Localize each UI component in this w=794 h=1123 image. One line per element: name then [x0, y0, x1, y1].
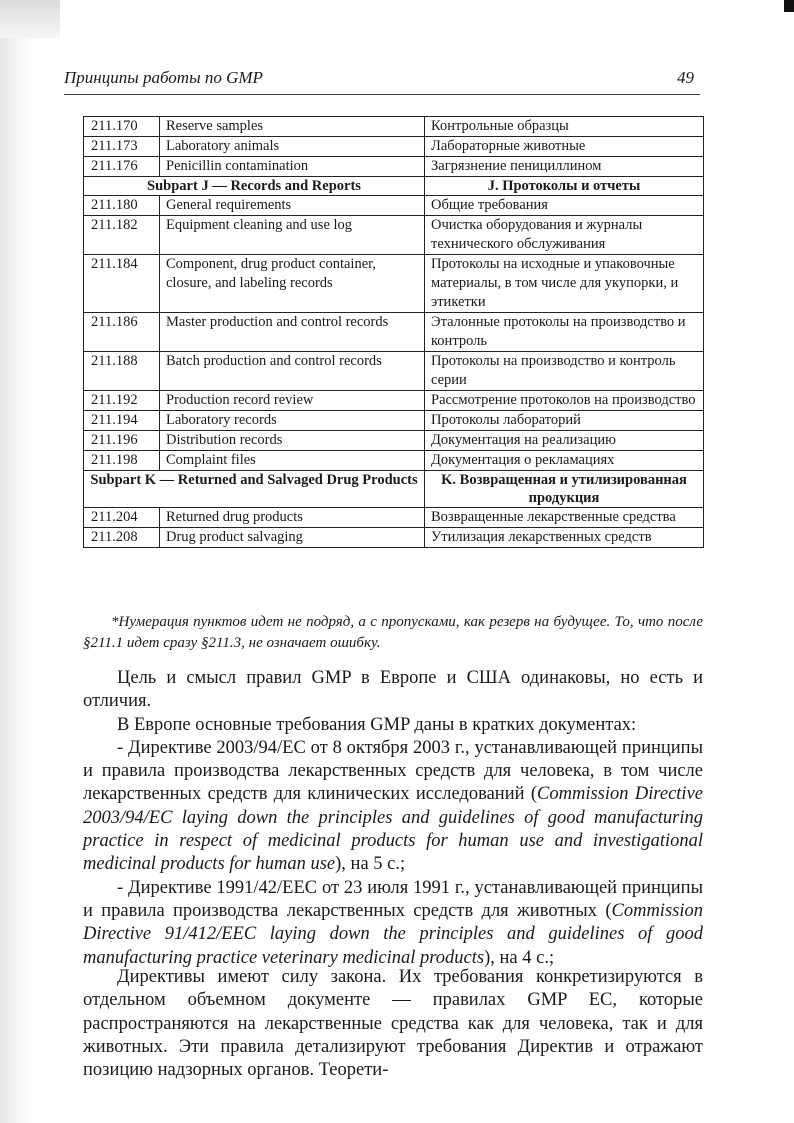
paragraph-text: ), на 5 с.; [335, 854, 406, 875]
section-title-ru: Общие требования [425, 196, 704, 216]
section-title-en: Distribution records [160, 431, 425, 451]
body-text-lower [83, 966, 703, 1082]
section-number: 211.194 [84, 411, 160, 431]
paragraph-text: - Директиве 2003/94/ЕС от 8 октября 2003 г., устанавливающей принципы и правила производства лекарственных средств для человека, в том числе лекарственных средств для клинических исследований ( [83, 737, 703, 805]
section-number: 211.188 [84, 352, 160, 391]
section-title-ru: Возвращенные лекарственные средства [425, 508, 704, 528]
directive-title: Commission Directive 2003/94/EC laying down the principles and guidelines of good manufacturing practice in respect of medicinal products for human use and investigational medicinal products for human use [83, 784, 703, 875]
section-number: 211.186 [84, 313, 160, 352]
section-title-ru: Документация на реализацию [425, 431, 704, 451]
paragraph: Цель и смысл правил GMP в Европе и США одинаковы, но есть и отличия. [83, 668, 703, 712]
running-title: Принципы работы по GMP [64, 68, 263, 87]
section-title-ru: Лабораторные животные [425, 137, 704, 157]
section-title-ru: Протоколы на производство и контроль серии [425, 352, 704, 391]
table-row [84, 528, 704, 548]
section-title-en: Equipment cleaning and use log [160, 216, 425, 255]
body-text-upper [83, 667, 703, 970]
section-number: 211.208 [84, 528, 160, 548]
table-row [84, 196, 704, 216]
gmp-sections-table [83, 116, 704, 548]
section-title-en: Component, drug product container, closure, and labeling records [160, 255, 425, 313]
section-title-en: Penicillin contamination [160, 157, 425, 177]
section-title-ru: Протоколы на исходные и упаковочные материалы, в том числе для укупорки, и этикетки [425, 255, 704, 313]
section-number: 211.198 [84, 451, 160, 471]
subpart-title-ru: J. Протоколы и отчеты [425, 177, 704, 196]
table-row [84, 137, 704, 157]
section-title-ru: Эталонные протоколы на производство и контроль [425, 313, 704, 352]
table-row [84, 431, 704, 451]
table-row [84, 352, 704, 391]
paragraph: В Европе основные требования GMP даны в кратких документах: [117, 714, 637, 735]
section-number: 211.192 [84, 391, 160, 411]
scan-corner-mark [784, 0, 794, 12]
section-number: 211.180 [84, 196, 160, 216]
table-row [84, 391, 704, 411]
page-header [64, 68, 700, 95]
table-row [84, 117, 704, 137]
subpart-title-en: Subpart K — Returned and Salvaged Drug Products [84, 471, 425, 508]
subpart-row [84, 471, 704, 508]
table-row [84, 255, 704, 313]
section-title-ru: Протоколы лабораторий [425, 411, 704, 431]
table-row [84, 451, 704, 471]
page-number: 49 [677, 68, 694, 87]
section-title-en: Production record review [160, 391, 425, 411]
table-footnote: *Нумерация пунктов идет не подряд, а с пропусками, как резерв на будущее. То, что после §211.1 идет сразу §211.3, не означает ошибку. [83, 614, 703, 651]
section-title-ru: Утилизация лекарственных средств [425, 528, 704, 548]
section-number: 211.176 [84, 157, 160, 177]
subpart-title-en: Subpart J — Records and Reports [84, 177, 425, 196]
section-title-ru: Рассмотрение протоколов на производство [425, 391, 704, 411]
section-title-en: Batch production and control records [160, 352, 425, 391]
section-title-ru: Загрязнение пенициллином [425, 157, 704, 177]
section-title-en: Master production and control records [160, 313, 425, 352]
page-edge-shadow [0, 0, 34, 1123]
section-title-en: Laboratory records [160, 411, 425, 431]
subpart-title-ru: K. Возвращенная и утилизированная продукция [425, 471, 704, 508]
section-number: 211.173 [84, 137, 160, 157]
section-number: 211.170 [84, 117, 160, 137]
section-title-en: Complaint files [160, 451, 425, 471]
subpart-row [84, 177, 704, 196]
table-row [84, 216, 704, 255]
section-number: 211.184 [84, 255, 160, 313]
section-number: 211.196 [84, 431, 160, 451]
paragraph: Директивы имеют силу закона. Их требования конкретизируются в отдельном объемном документе — правилах GMP ЕС, которые распространяются на лекарственные средства как для человека, так и для животных. Эти правила детализируют требования Директив и отражают позицию надзорных органов. Теорети- [83, 967, 703, 1081]
table-row [84, 157, 704, 177]
paragraph [83, 877, 703, 970]
directive-title: Commission Directive 91/412/EEC laying down the principles and guidelines of good manufacturing practice veterinary medicinal products [83, 900, 703, 968]
section-title-ru: Контрольные образцы [425, 117, 704, 137]
section-title-en: Laboratory animals [160, 137, 425, 157]
scan-artifact [0, 0, 60, 38]
paragraph-text: - Директиве 1991/42/EEC от 23 июля 1991 г., устанавливающей принципы и правила производства лекарственных средств для животных ( [83, 877, 703, 921]
paragraph [83, 737, 703, 877]
section-number: 211.204 [84, 508, 160, 528]
section-number: 211.182 [84, 216, 160, 255]
section-title-en: General requirements [160, 196, 425, 216]
table-row [84, 508, 704, 528]
section-title-en: Drug product salvaging [160, 528, 425, 548]
paragraph-text: ), на 4 с.; [484, 947, 555, 968]
section-title-ru: Документация о рекламациях [425, 451, 704, 471]
section-title-en: Returned drug products [160, 508, 425, 528]
table-row [84, 411, 704, 431]
section-title-ru: Очистка оборудования и журналы технического обслуживания [425, 216, 704, 255]
table-row [84, 313, 704, 352]
section-title-en: Reserve samples [160, 117, 425, 137]
